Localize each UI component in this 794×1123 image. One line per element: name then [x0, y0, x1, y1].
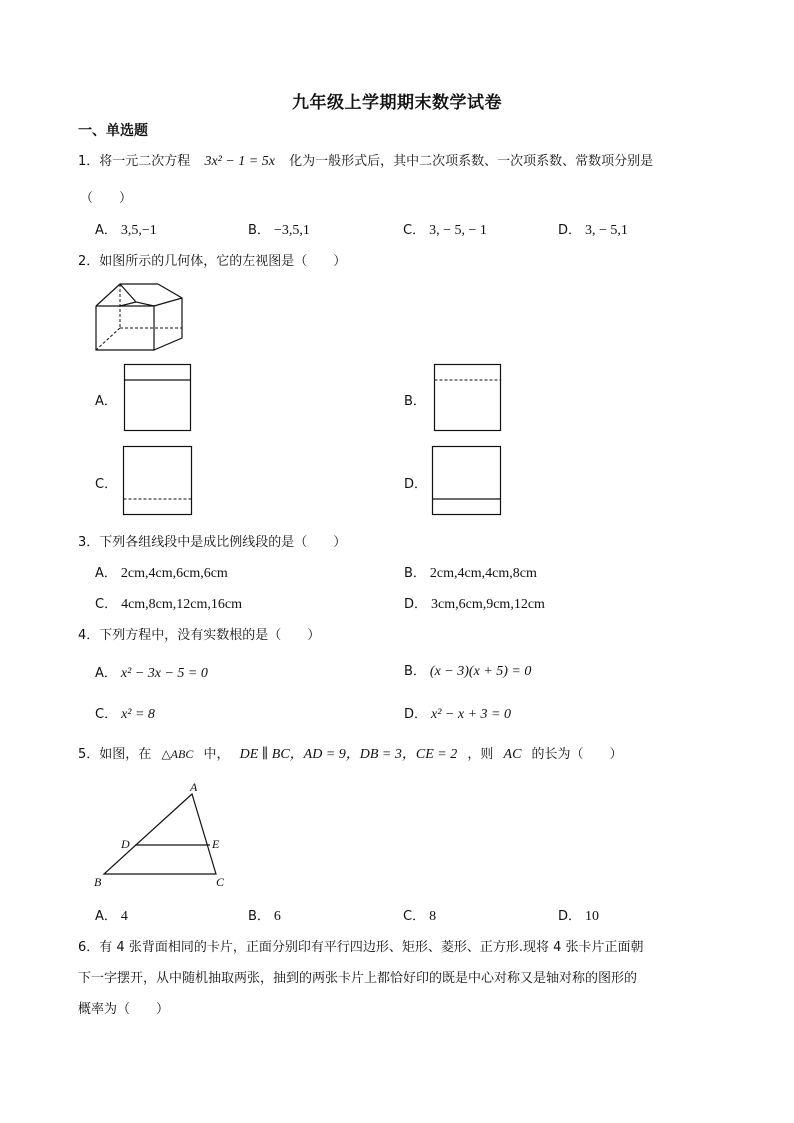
- option-d[interactable]: [404, 593, 545, 613]
- option-value: 2cm,4cm,6cm,6cm: [120, 566, 228, 581]
- question-text: 下列各组线段中是成比例线段的是（ ）: [99, 535, 347, 550]
- option-label: A．: [95, 666, 117, 681]
- option-value: x² − 3x − 5 = 0: [120, 666, 208, 681]
- option-d[interactable]: [558, 219, 628, 239]
- target-segment: AC: [503, 747, 522, 762]
- option-a[interactable]: [95, 390, 117, 409]
- option-label: D．: [404, 707, 428, 722]
- option-b[interactable]: [404, 660, 531, 680]
- option-label: B．: [404, 566, 426, 581]
- option-a[interactable]: [95, 662, 208, 682]
- option-label: C．: [95, 707, 118, 722]
- option-label: B．: [404, 664, 426, 679]
- option-label: D．: [404, 597, 428, 612]
- point-label-d: D: [121, 837, 130, 851]
- question-number: 5．: [78, 747, 100, 762]
- geometric-solid-figure: [90, 278, 190, 358]
- option-c[interactable]: [403, 905, 436, 925]
- question-text: 化为一般形式后，其中二次项系数、一次项系数、常数项分别是: [289, 154, 654, 169]
- option-value: 2cm,4cm,4cm,8cm: [429, 566, 537, 581]
- option-b[interactable]: [248, 219, 310, 239]
- option-b[interactable]: [404, 390, 426, 409]
- page-title: 九年级上学期期末数学试卷: [292, 93, 502, 113]
- option-label: A．: [95, 566, 117, 581]
- question-4: [78, 624, 320, 643]
- question-number: 2．: [78, 254, 100, 269]
- option-value: 3, − 5, − 1: [429, 223, 487, 238]
- option-label: C．: [403, 909, 426, 924]
- option-label: A．: [95, 909, 117, 924]
- question-number: 1．: [78, 154, 100, 169]
- option-label: C．: [403, 223, 426, 238]
- vertex-label-a: A: [190, 780, 198, 794]
- equation: 3x² − 1 = 5x: [204, 154, 275, 169]
- triangle-label: △ABC: [161, 747, 194, 761]
- option-value: 6: [273, 909, 281, 924]
- option-value: 3cm,6cm,9cm,12cm: [431, 597, 545, 612]
- option-label: A．: [95, 394, 117, 409]
- question-text: 的长为（ ）: [531, 747, 623, 762]
- question-1: [78, 150, 653, 170]
- option-b[interactable]: [248, 905, 281, 925]
- option-a[interactable]: [95, 219, 157, 239]
- question-text: 如图所示的几何体，它的左视图是（ ）: [99, 254, 347, 269]
- option-d[interactable]: [404, 703, 511, 723]
- question-number: 3．: [78, 535, 100, 550]
- option-value: 3, − 5,1: [585, 223, 628, 238]
- question-6-line-1: [78, 936, 644, 955]
- option-label: D．: [558, 909, 582, 924]
- option-a[interactable]: [95, 905, 128, 925]
- option-value: 8: [429, 909, 437, 924]
- option-c[interactable]: [95, 593, 242, 613]
- option-d-square: [432, 446, 502, 516]
- option-label: D．: [404, 477, 428, 492]
- question-text: ，则: [467, 747, 494, 762]
- option-label: C．: [95, 477, 118, 492]
- option-label: A．: [95, 223, 117, 238]
- question-text: 如图，在: [99, 747, 152, 762]
- question-text: 中，: [203, 747, 230, 762]
- option-label: B．: [248, 909, 270, 924]
- option-b[interactable]: [404, 562, 537, 582]
- option-value: (x − 3)(x + 5) = 0: [429, 664, 532, 679]
- option-c[interactable]: [403, 219, 487, 239]
- question-text: 有 4 张背面相同的卡片，正面分别印有平行四边形、矩形、菱形、正方形.现将 4 张卡片正面朝: [99, 940, 644, 955]
- vertex-label-b: B: [94, 875, 102, 889]
- point-label-e: E: [212, 837, 220, 851]
- option-value: 4: [120, 909, 128, 924]
- triangle-figure: [92, 782, 242, 894]
- question-text: 将一元二次方程: [99, 154, 191, 169]
- option-label: B．: [248, 223, 270, 238]
- question-2: [78, 250, 346, 269]
- vertex-label-c: C: [216, 875, 225, 889]
- section-heading: 一、单选题: [78, 123, 148, 139]
- conditions: DE ∥ BC，AD = 9，DB = 3，CE = 2: [239, 747, 458, 762]
- option-b-square: [434, 364, 502, 432]
- question-5: [78, 743, 623, 763]
- question-number: 6．: [78, 940, 100, 955]
- option-value: 4cm,8cm,12cm,16cm: [121, 597, 242, 612]
- option-c[interactable]: [95, 473, 117, 492]
- option-d[interactable]: [558, 905, 599, 925]
- option-value: 3,5,−1: [120, 223, 157, 238]
- answer-bracket: （ ）: [80, 191, 133, 206]
- triangle-abc: [104, 794, 216, 874]
- option-a-square: [124, 364, 192, 432]
- option-c-square: [123, 446, 193, 516]
- option-label: C．: [95, 597, 118, 612]
- option-value: x² − x + 3 = 0: [431, 707, 511, 722]
- option-d[interactable]: [404, 473, 427, 492]
- question-6-line-2: 下一字摆开，从中随机抽取两张，抽到的两张卡片上都恰好印的既是中心对称又是轴对称的图形的: [78, 971, 638, 986]
- option-value: 10: [585, 909, 600, 924]
- option-c[interactable]: [95, 703, 155, 723]
- question-text: 下列方程中，没有实数根的是（ ）: [99, 628, 321, 643]
- option-label: B．: [404, 394, 426, 409]
- option-a[interactable]: [95, 562, 228, 582]
- option-label: D．: [558, 223, 582, 238]
- option-value: −3,5,1: [273, 223, 310, 238]
- question-3: [78, 531, 346, 550]
- question-number: 4．: [78, 628, 100, 643]
- question-6-line-3: 概率为（ ）: [78, 1002, 170, 1017]
- option-value: x² = 8: [121, 707, 155, 722]
